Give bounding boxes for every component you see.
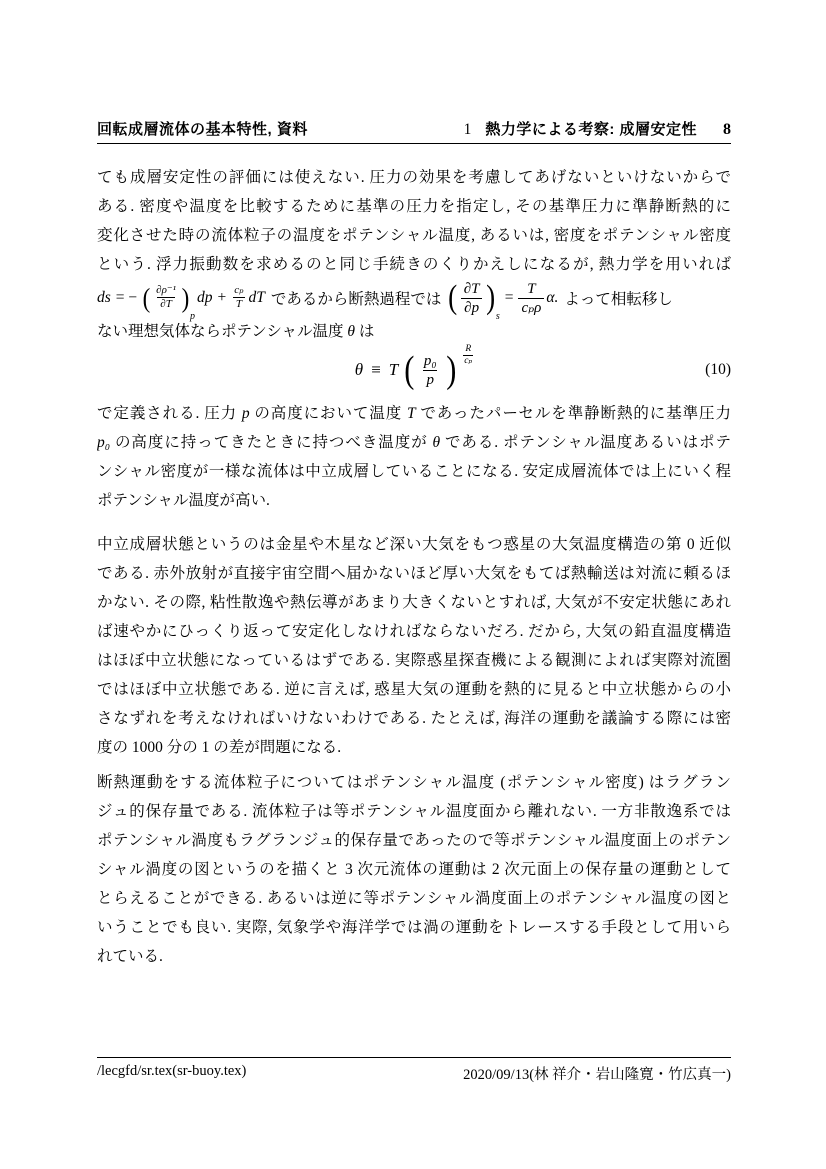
- math-exponent-fraction: [463, 344, 473, 367]
- math-operator: =: [504, 289, 514, 306]
- running-header: [97, 118, 731, 139]
- inline-equation-line: [97, 279, 731, 322]
- footer-date-authors: 2020/09/13(林 祥介・岩山隆寛・竹広真一): [463, 1067, 731, 1083]
- text-line: とらえることができる. あるいは逆に等ポテンシャル渦度面上のポテンシャル温度の図と: [97, 890, 731, 907]
- text-line: という. 浮力振動数を求めるのと同じ手続きのくりかえしになるが, 熱力学を用いれば: [97, 256, 731, 273]
- text-line: かない. その際, 粘性散逸や熱伝導があまり大きくないとすれば, 大気が不安定状態にあれ: [97, 594, 731, 611]
- math-variable: α.: [546, 289, 559, 306]
- math-paren: (: [448, 279, 458, 316]
- text-line: 変化させた時の流体粒子の温度をポテンシャル温度, あるいは, 密度をポテンシャル密度: [97, 227, 731, 244]
- paragraph-3: [97, 530, 731, 762]
- text-segment: であるから断熱過程では: [270, 291, 442, 308]
- text-line: いうことでも良い. 実際, 気象学や海洋学では渦の運動をトレースする手段として用いら: [97, 919, 731, 936]
- text-segment: の高度において温度: [249, 405, 407, 422]
- text-line: 中立成層状態というのは金星や木星など深い大気をもつ惑星の大気温度構造の第 0 近似: [97, 536, 731, 553]
- text-segment: で定義される. 圧力: [97, 405, 242, 422]
- text-line: ではほぼ中立状態である. 逆に言えば, 惑星大気の運動を熱的に見ると中立状態からの小: [97, 681, 731, 698]
- math-fraction: [231, 284, 246, 311]
- math-fraction: [461, 280, 483, 317]
- text-line: [97, 399, 731, 428]
- paragraph-4: [97, 768, 731, 971]
- text-line: はほぼ中立状態になっているはずである. 実際惑星探査機による観測によれば実際対流圏: [97, 652, 731, 669]
- math-operator: +: [217, 289, 227, 306]
- text-line: ある. 密度や温度を比較するために基準の圧力を指定し, その基準圧力に準静断熱的に: [97, 198, 731, 215]
- text-line: [97, 428, 731, 457]
- text-line: 断熱運動をする流体粒子についてはポテンシャル温度 (ポテンシャル密度) はラグラン: [97, 774, 731, 791]
- header-section: [464, 118, 697, 139]
- math-variable: dp: [196, 289, 213, 306]
- fraction-numerator: p₀: [423, 352, 437, 369]
- fraction-numerator: R: [465, 343, 472, 354]
- math-paren: (: [142, 282, 151, 313]
- fraction-denominator: p: [423, 370, 437, 389]
- math-variable: θ: [347, 323, 356, 340]
- text-line: シャル渦度の図というのを描くと 3 次元流体の運動は 2 次元面上の保存量の運動として: [97, 861, 731, 878]
- text-line: ジュ的保存量である. 流体粒子は等ポテンシャル温度面から離れない. 一方非散逸系では: [97, 803, 731, 820]
- text-line: さなずれを考えなければいけないわけである. たとえば, 海洋の運動を議論する際には密: [97, 710, 731, 727]
- text-segment: であったパーセルを準静断熱的に基準圧力: [415, 405, 731, 422]
- text-segment: よって相転移し: [564, 291, 673, 308]
- fraction-denominator: ∂T: [157, 297, 175, 311]
- footer-rule: [97, 1057, 731, 1058]
- math-variable: dT: [248, 289, 265, 306]
- paragraph-1: [97, 163, 731, 346]
- display-equation: [97, 344, 731, 396]
- math-variable: ds: [97, 289, 111, 306]
- math-variable: T: [406, 405, 416, 422]
- math-subscript: p: [189, 311, 195, 322]
- text-segment: の高度に持ってきたときに持つべき温度が: [110, 434, 433, 451]
- text-segment: は: [355, 323, 375, 340]
- fraction-numerator: cₚ: [234, 283, 244, 296]
- text-line: である. 赤外放射が直接宇宙空間へ届かないほど厚い大気をもてば熱輸送は対流に頼るほ: [97, 565, 731, 582]
- text-line: れている.: [97, 948, 163, 965]
- header-doc-title: 回転成層流体の基本特性, 資料: [97, 121, 308, 138]
- math-operator: ≡: [371, 360, 381, 379]
- text-segment: ない理想気体ならポテンシャル温度: [97, 323, 348, 340]
- fraction-numerator: T: [527, 280, 536, 297]
- text-line: 度の 1000 分の 1 の差が問題になる.: [97, 739, 342, 756]
- math-operator: = −: [115, 289, 138, 306]
- fraction-denominator: ∂p: [461, 298, 482, 317]
- text-line: ても成層安定性の評価には使えない. 圧力の効果を考慮してあげないといけないからで: [97, 169, 731, 186]
- header-section-number: 1: [463, 121, 472, 138]
- text-segment: である. ポテンシャル温度あるいはポテ: [440, 434, 731, 451]
- math-fraction: [518, 280, 544, 317]
- paragraph-2: [97, 399, 731, 515]
- footer: [97, 1063, 731, 1084]
- math-variable: θ: [432, 434, 441, 451]
- math-variable: θ: [354, 360, 364, 379]
- math-variable: p₀: [97, 434, 111, 451]
- footer-filepath: /lecgfd/sr.tex(sr-buoy.tex): [97, 1063, 247, 1079]
- text-line: ンシャル密度が一様な流体は中立成層していることになる. 安定成層流体では上にいく程: [97, 463, 731, 480]
- math-variable: p: [241, 405, 250, 422]
- page-number: 8: [723, 121, 731, 138]
- fraction-denominator: cₚ: [464, 355, 473, 366]
- header-section-title: 熱力学による考察: 成層安定性: [485, 121, 697, 138]
- math-fraction: [421, 352, 440, 389]
- equation-number: (10): [705, 361, 731, 378]
- fraction-denominator: T: [233, 297, 245, 311]
- text-line: ば速やかにひっくり返って安定化しなければならないだろ. だから, 大気の鉛直温度構造: [97, 623, 731, 640]
- math-paren: ): [445, 349, 456, 391]
- math-fraction: [153, 284, 179, 311]
- math-paren: ): [485, 279, 495, 316]
- math-paren: ): [181, 282, 190, 313]
- equation-body: [354, 343, 473, 391]
- math-subscript: s: [495, 311, 500, 322]
- math-variable: T: [388, 360, 399, 379]
- math-paren: (: [404, 349, 415, 391]
- fraction-numerator: ∂T: [463, 280, 480, 297]
- fraction-denominator: cₚρ: [518, 298, 544, 317]
- text-line: ポテンシャル温度が高い.: [97, 492, 270, 509]
- fraction-numerator: ∂ρ⁻¹: [156, 283, 176, 296]
- text-line: ポテンシャル渦度もラグランジュ的保存量であったので等ポテンシャル温度面上のポテン: [97, 832, 731, 849]
- header-rule: [97, 143, 731, 144]
